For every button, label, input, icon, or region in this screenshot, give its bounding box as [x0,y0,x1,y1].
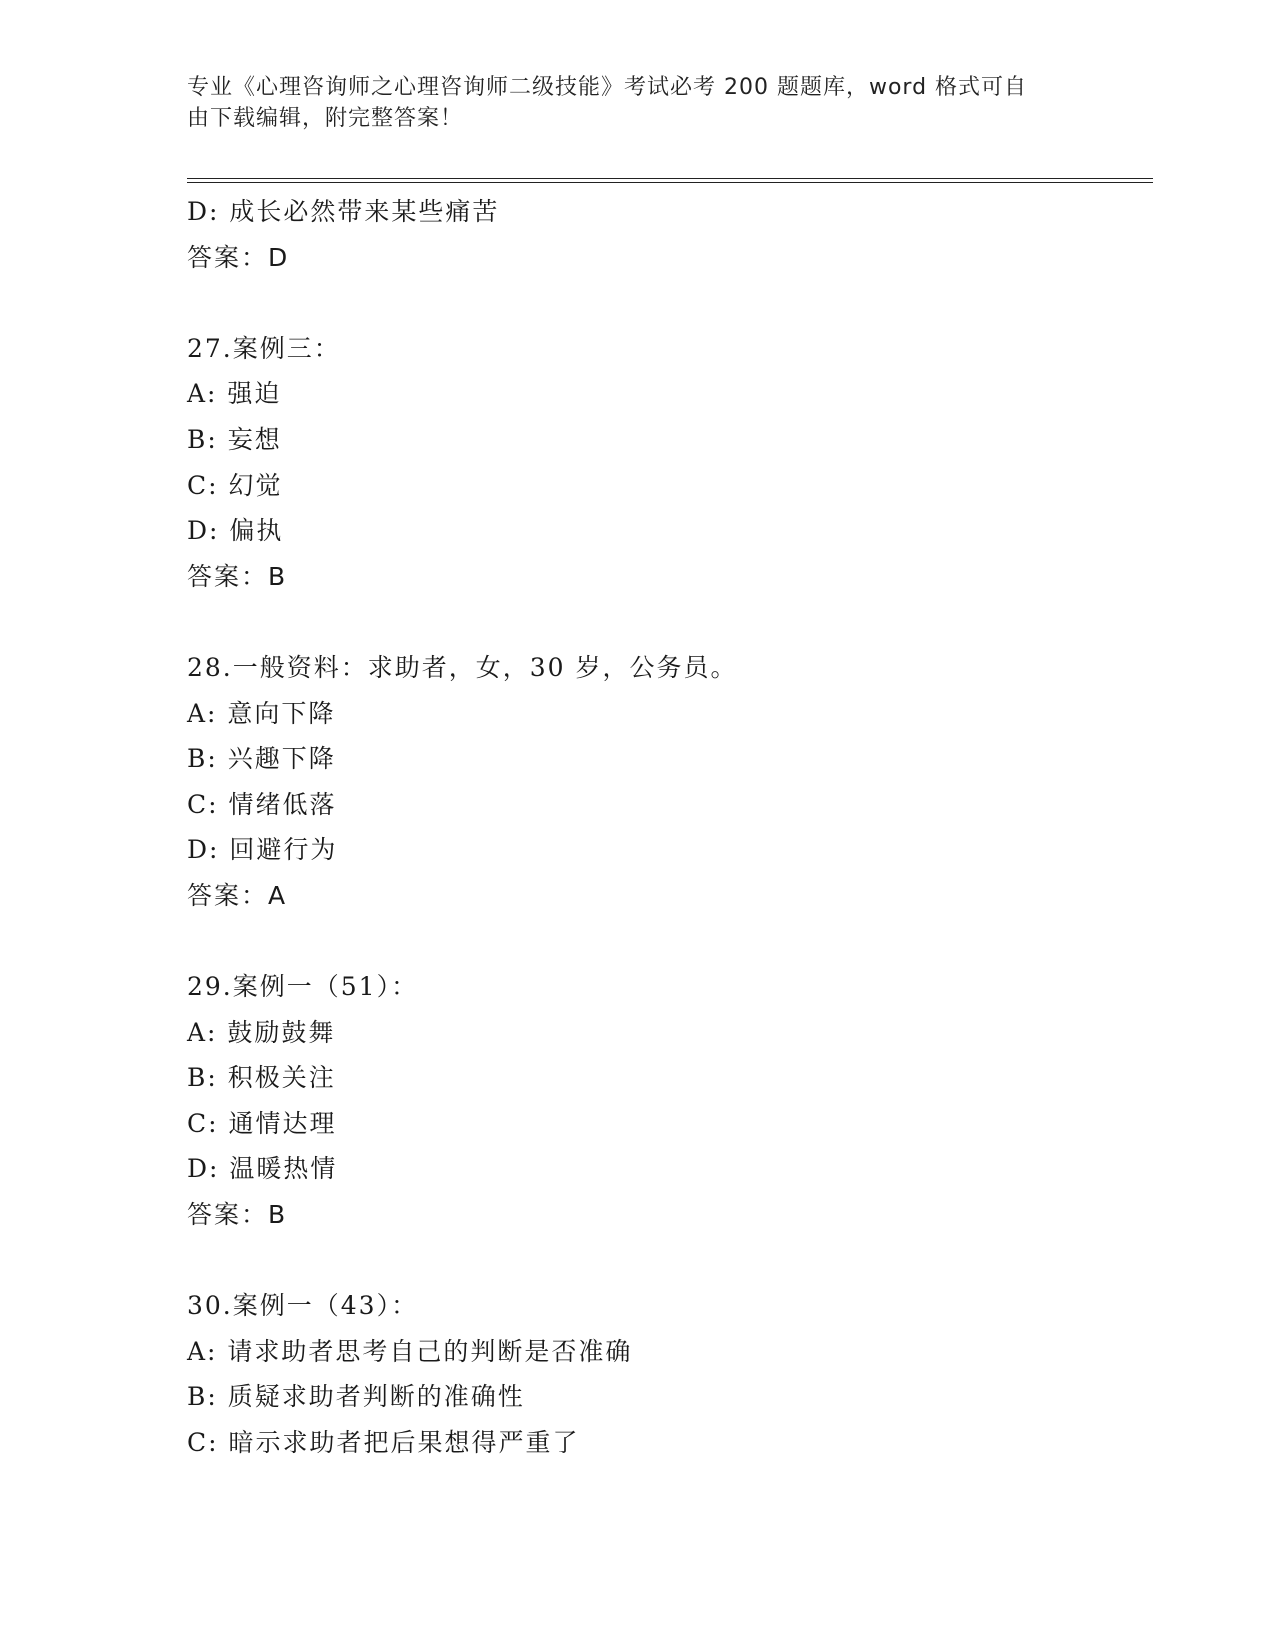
option-c: C: 暗示求助者把后果想得严重了 [187,1428,580,1458]
option-c: C: 情绪低落 [187,789,337,819]
answer: 答案：B [187,561,288,591]
spacer [187,280,1153,326]
option-b: B: 质疑求助者判断的准确性 [187,1382,525,1412]
option-c: C: 幻觉 [187,470,283,500]
spacer [187,1238,1153,1284]
question-28 [187,645,1153,919]
question-stem: 29.案例一（51）： [187,972,419,1002]
option-d: D: 偏执 [187,516,284,546]
option-a: A: 强迫 [187,379,282,409]
header-line-2: 由下载编辑，附完整答案！ [187,106,464,131]
option-c: C: 通情达理 [187,1108,337,1138]
answer: 答案：A [187,880,288,910]
option-b: B: 积极关注 [187,1063,336,1093]
option-a: A: 鼓励鼓舞 [187,1017,336,1047]
header-rule-bottom [187,182,1153,183]
option-b: B: 兴趣下降 [187,744,336,774]
option-a: A: 意向下降 [187,698,336,728]
question-stem: 27.案例三： [187,333,341,363]
option-a: A: 请求助者思考自己的判断是否准确 [187,1336,633,1366]
answer: 答案：B [187,1200,288,1230]
question-27 [187,326,1153,600]
document-body [187,189,1153,1466]
option-d: D: 回避行为 [187,835,338,865]
question-stem: 28.一般资料：求助者，女，30 岁，公务员。 [187,652,738,682]
header-rule-top [187,178,1153,179]
document-header [187,72,1067,134]
spacer [187,919,1153,965]
header-line-1: 专业《心理咨询师之心理咨询师二级技能》考试必考 200 题题库，word 格式可自 [187,75,1028,100]
option-d: D: 温暖热情 [187,1154,338,1184]
spacer [187,599,1153,645]
question-29 [187,964,1153,1238]
question-30 [187,1283,1153,1465]
answer-prev: 答案：D [187,242,290,272]
option-b: B: 妄想 [187,424,282,454]
option-d-prev: D: 成长必然带来某些痛苦 [187,197,500,226]
question-stem: 30.案例一（43）： [187,1291,419,1321]
